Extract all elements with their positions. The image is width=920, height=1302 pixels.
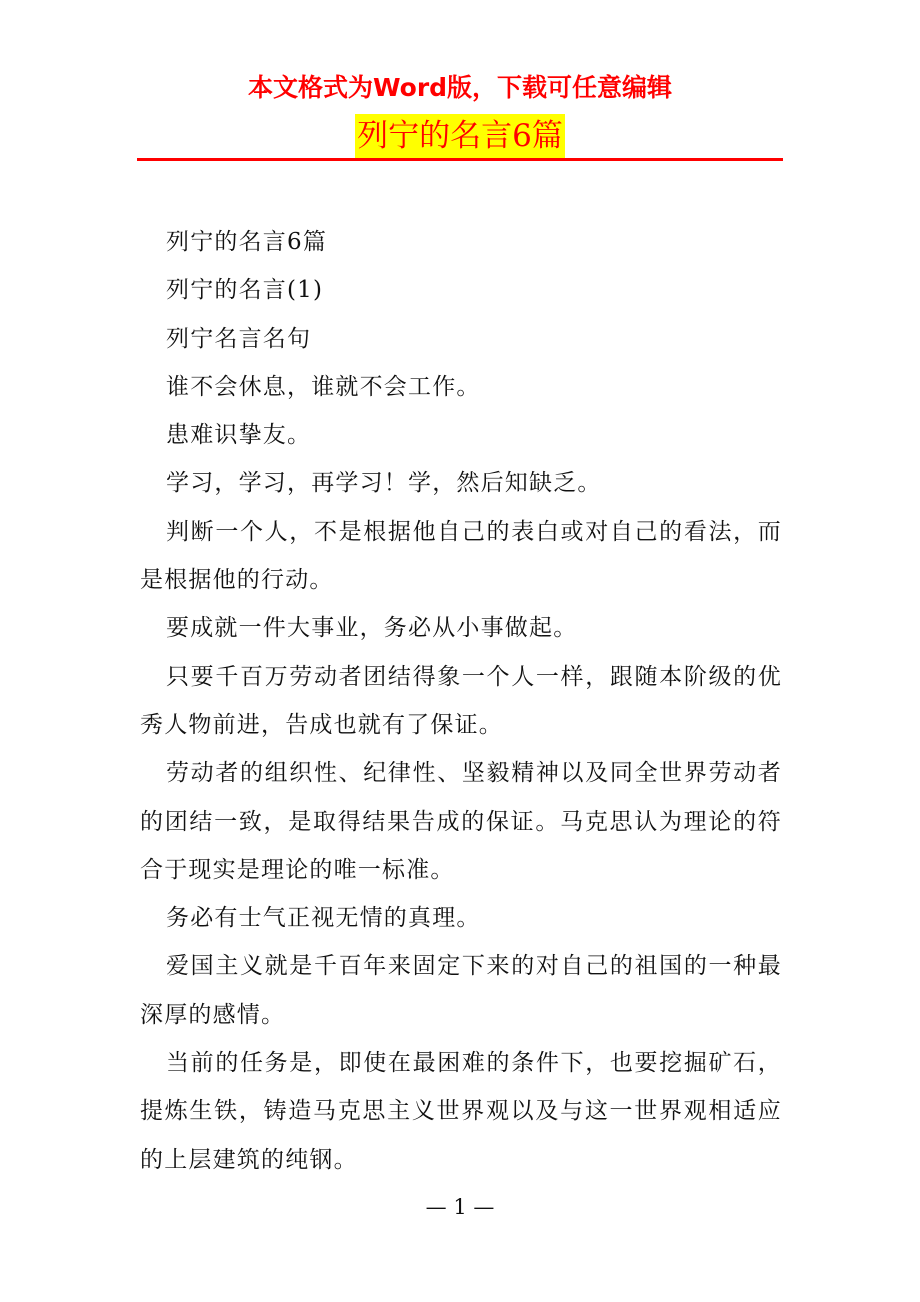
page-number: — 1 — (425, 1195, 495, 1219)
paragraph: 谁不会休息，谁就不会工作。 (166, 373, 481, 400)
paragraph: 判断一个人，不是根据他自己的表白或对自己的看法，而是根据他的行动。 (140, 518, 782, 594)
paragraph: 列宁名言名句 (166, 325, 312, 352)
paragraph: 爱国主义就是千百年来固定下来的对自己的祖国的一种最深厚的感情。 (140, 953, 782, 1028)
paragraph: 要成就一件大事业，务必从小事做起。 (166, 615, 578, 642)
paragraph: 当前的任务是，即使在最困难的条件下，也要挖掘矿石，提炼生铁，铸造马克思主义世界观以及与这一世界观相适应的上层建筑的纯钢。 (140, 1050, 782, 1173)
paragraph: 只要千百万劳动者团结得象一个人一样，跟随本阶级的优秀人物前进，告成也就有了保证。 (140, 663, 782, 738)
paragraph: 列宁的名言6篇 (166, 229, 328, 255)
paragraph: 学习，学习，再学习！学，然后知缺乏。 (166, 470, 602, 497)
title-container (0, 114, 920, 158)
title-divider (137, 158, 783, 161)
paragraph: 务必有士气正视无情的真理。 (166, 905, 481, 932)
document-body (140, 218, 782, 1184)
format-notice-banner: 本文格式为Word版，下载可任意编辑 (247, 73, 673, 102)
paragraph: 列宁的名言(1) (166, 277, 324, 304)
document-title: 列宁的名言6篇 (355, 114, 565, 158)
paragraph: 患难识挚友。 (166, 422, 312, 449)
paragraph: 劳动者的组织性、纪律性、坚毅精神以及同全世界劳动者的团结一致，是取得结果告成的保证。马克思认为理论的符合于现实是理论的唯一标准。 (140, 760, 782, 883)
